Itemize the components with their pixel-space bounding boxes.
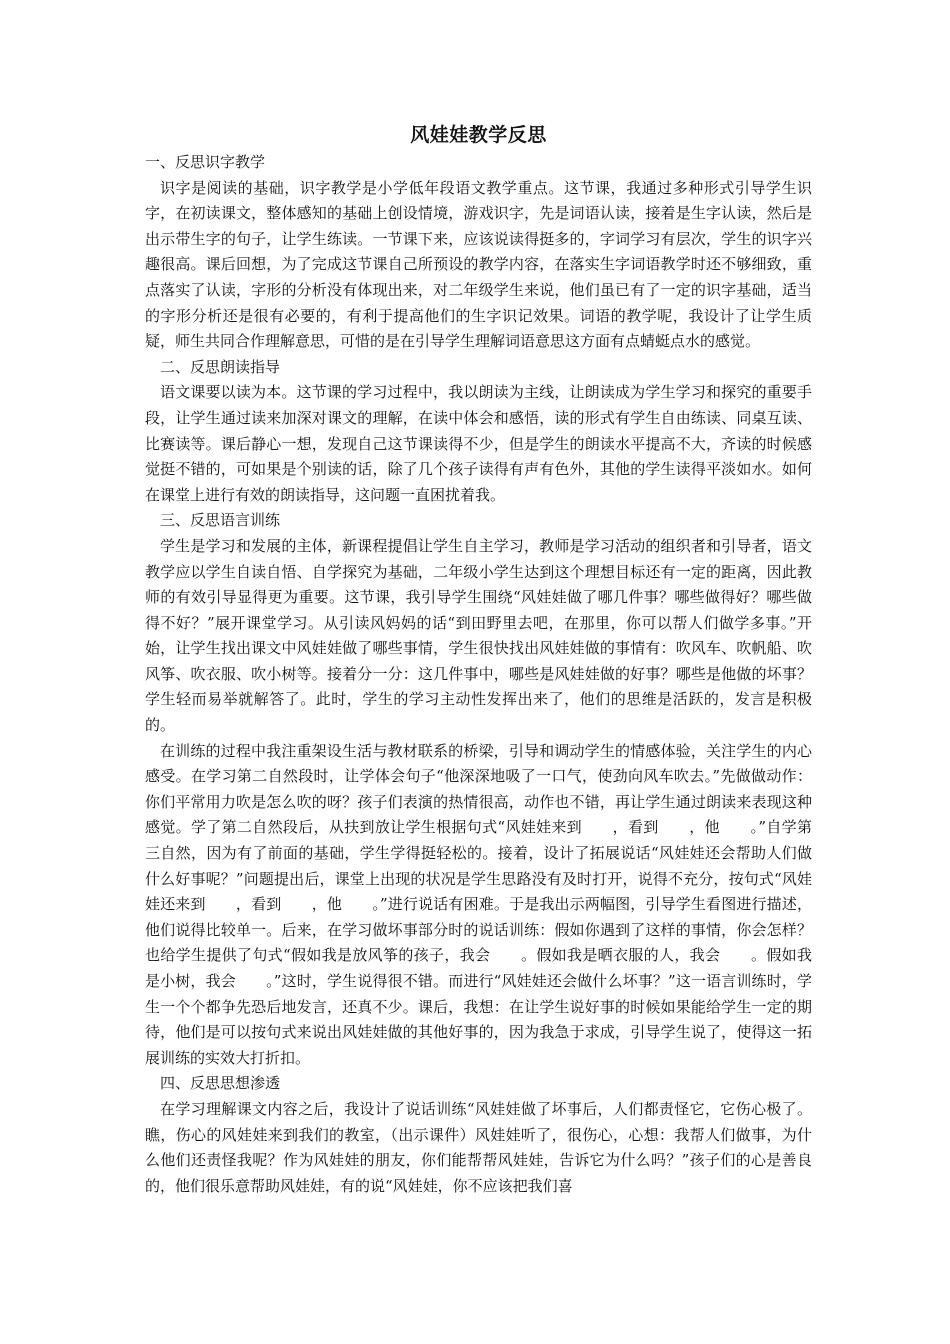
paragraph: 语文课要以读为本。这节课的学习过程中，我以朗读为主线，让朗读成为学生学习和探究的重要手段，让学生通过读来加深对课文的理解，在读中体会和感悟，读的形式有学生自由练读、同桌互读、比赛读等。课后静心一想，发现自己这节课读得不少，但是学生的朗读水平提高不大，齐读的时候感觉挺不错的，可如果是个别读的话，除了几个孩子读得有声有色外，其他的学生读得平淡如水。如何在课堂上进行有效的朗读指导，这问题一直困扰着我。 bbox=[145, 383, 812, 504]
paragraph: 识字是阅读的基础，识字教学是小学低年段语文教学重点。这节课，我通过多种形式引导学生识字，在初读课文，整体感知的基础上创设情境，游戏识字，先是词语认读，接着是生字认读，然后是出示带生字的句子，让学生练读。一节课下来，应该说读得挺多的，字词学习有层次，学生的识字兴趣很高。课后回想，为了完成这节课自己所预设的教学内容，在落实生字词语教学时还不够细致，重点落实了认读，字形的分析没有体现出来，对二年级学生来说，他们虽已有了一定的识字基础，适当的字形分析还是很有必要的，有利于提高他们的生字识记效果。词语的教学呢，我设计了让学生质疑，师生共同合作理解意思，可惜的是在引导学生理解词语意思这方面有点蜻蜓点水的感觉。 bbox=[145, 178, 812, 351]
paragraph: 在训练的过程中我注重架设生活与教材联系的桥梁，引导和调动学生的情感体验，关注学生的内心感受。在学习第二自然段时，让学体会句子“他深深地吸了一口气，使劲向风车吹去。”先做做动作：你们平常用力吹是怎么吹的呀？孩子们表演的热情很高，动作也不错，再让学生通过朗读来表现这种感觉。学了第二自然段后，从扶到放让学生根据句式“风娃娃来到 ，看到 ，他 。”自学第三自然，因为有了前面的基础，学生学得挺轻松的。接着，设计了拓展说话“风娃娃还会帮助人们做什么好事呢？”问题提出后，课堂上出现的状况是学生思路没有及时打开，说得不充分，按句式“风娃娃还来到 ，看到 ，他 。”进行说话有困难。于是我出示两幅图，引导学生看图进行描述，他们说得比较单一。后来，在学习做坏事部分时的说话训练：假如你遇到了这样的事情，你会怎样？也给学生提供了句式“假如我是放风筝的孩子，我会 。假如我是晒衣服的人，我会 。假如我是小树，我会 。”这时，学生说得很不错。而进行“风娃娃还会做什么坏事？”这一语言训练时，学生一个个都争先恐后地发言，还真不少。课后，我想：在让学生说好事的时候如果能给学生一定的期待，他们是可以按句式来说出风娃娃做的其他好事的，因为我急于求成，引导学生说了，使得这一拓展训练的实效大打折扣。 bbox=[145, 741, 812, 1067]
section-language-training bbox=[145, 508, 812, 1071]
paragraph: 学生是学习和发展的主体，新课程提倡让学生自主学习，教师是学习活动的组织者和引导者，语文教学应以学生自读自悟、自学探究为基础，二年级小学生达到这个理想目标还有一定的距离，因此教师的有效引导显得更为重要。这节课，我引导学生围绕“风娃娃做了哪几件事？哪些做得好？哪些做得不好？”展开课堂学习。从引读风妈妈的话“到田野里去吧，在那里，你可以帮人们做学多事。”开始，让学生找出课文中风娃娃做了哪些事情，学生很快找出风娃娃做的事情有：吹风车、吹帆船、吹风筝、吹衣服、吹小树等。接着分一分：这几件事中，哪些是风娃娃做的好事？哪些是他做的坏事？学生轻而易举就解答了。此时，学生的学习主动性发挥出来了，他们的思维是活跃的，发言是积极的。 bbox=[145, 536, 812, 735]
section-thought-infusion bbox=[145, 1071, 812, 1199]
section-heading: 四、反思思想渗透 bbox=[160, 1074, 281, 1093]
section-heading: 三、反思语言训练 bbox=[160, 511, 281, 530]
section-heading: 一、反思识字教学 bbox=[145, 153, 266, 171]
section-reading-guidance bbox=[145, 355, 812, 509]
document-title: 风娃娃教学反思 bbox=[410, 124, 547, 146]
section-literacy bbox=[145, 150, 812, 355]
paragraph: 在学习理解课文内容之后，我设计了说话训练“风娃娃做了坏事后，人们都责怪它，它伤心极了。瞧，伤心的风娃娃来到我们的教室，（出示课件）风娃娃听了，很伤心，心想：我帮人们做事，为什么他们还责怪我呢？作为风娃娃的朋友，你们能帮帮风娃娃，告诉它为什么吗？”孩子们的心是善良的，他们很乐意帮助风娃娃，有的说“风娃娃，你不应该把我们喜 bbox=[145, 1099, 812, 1195]
section-heading: 二、反思朗读指导 bbox=[160, 357, 281, 376]
